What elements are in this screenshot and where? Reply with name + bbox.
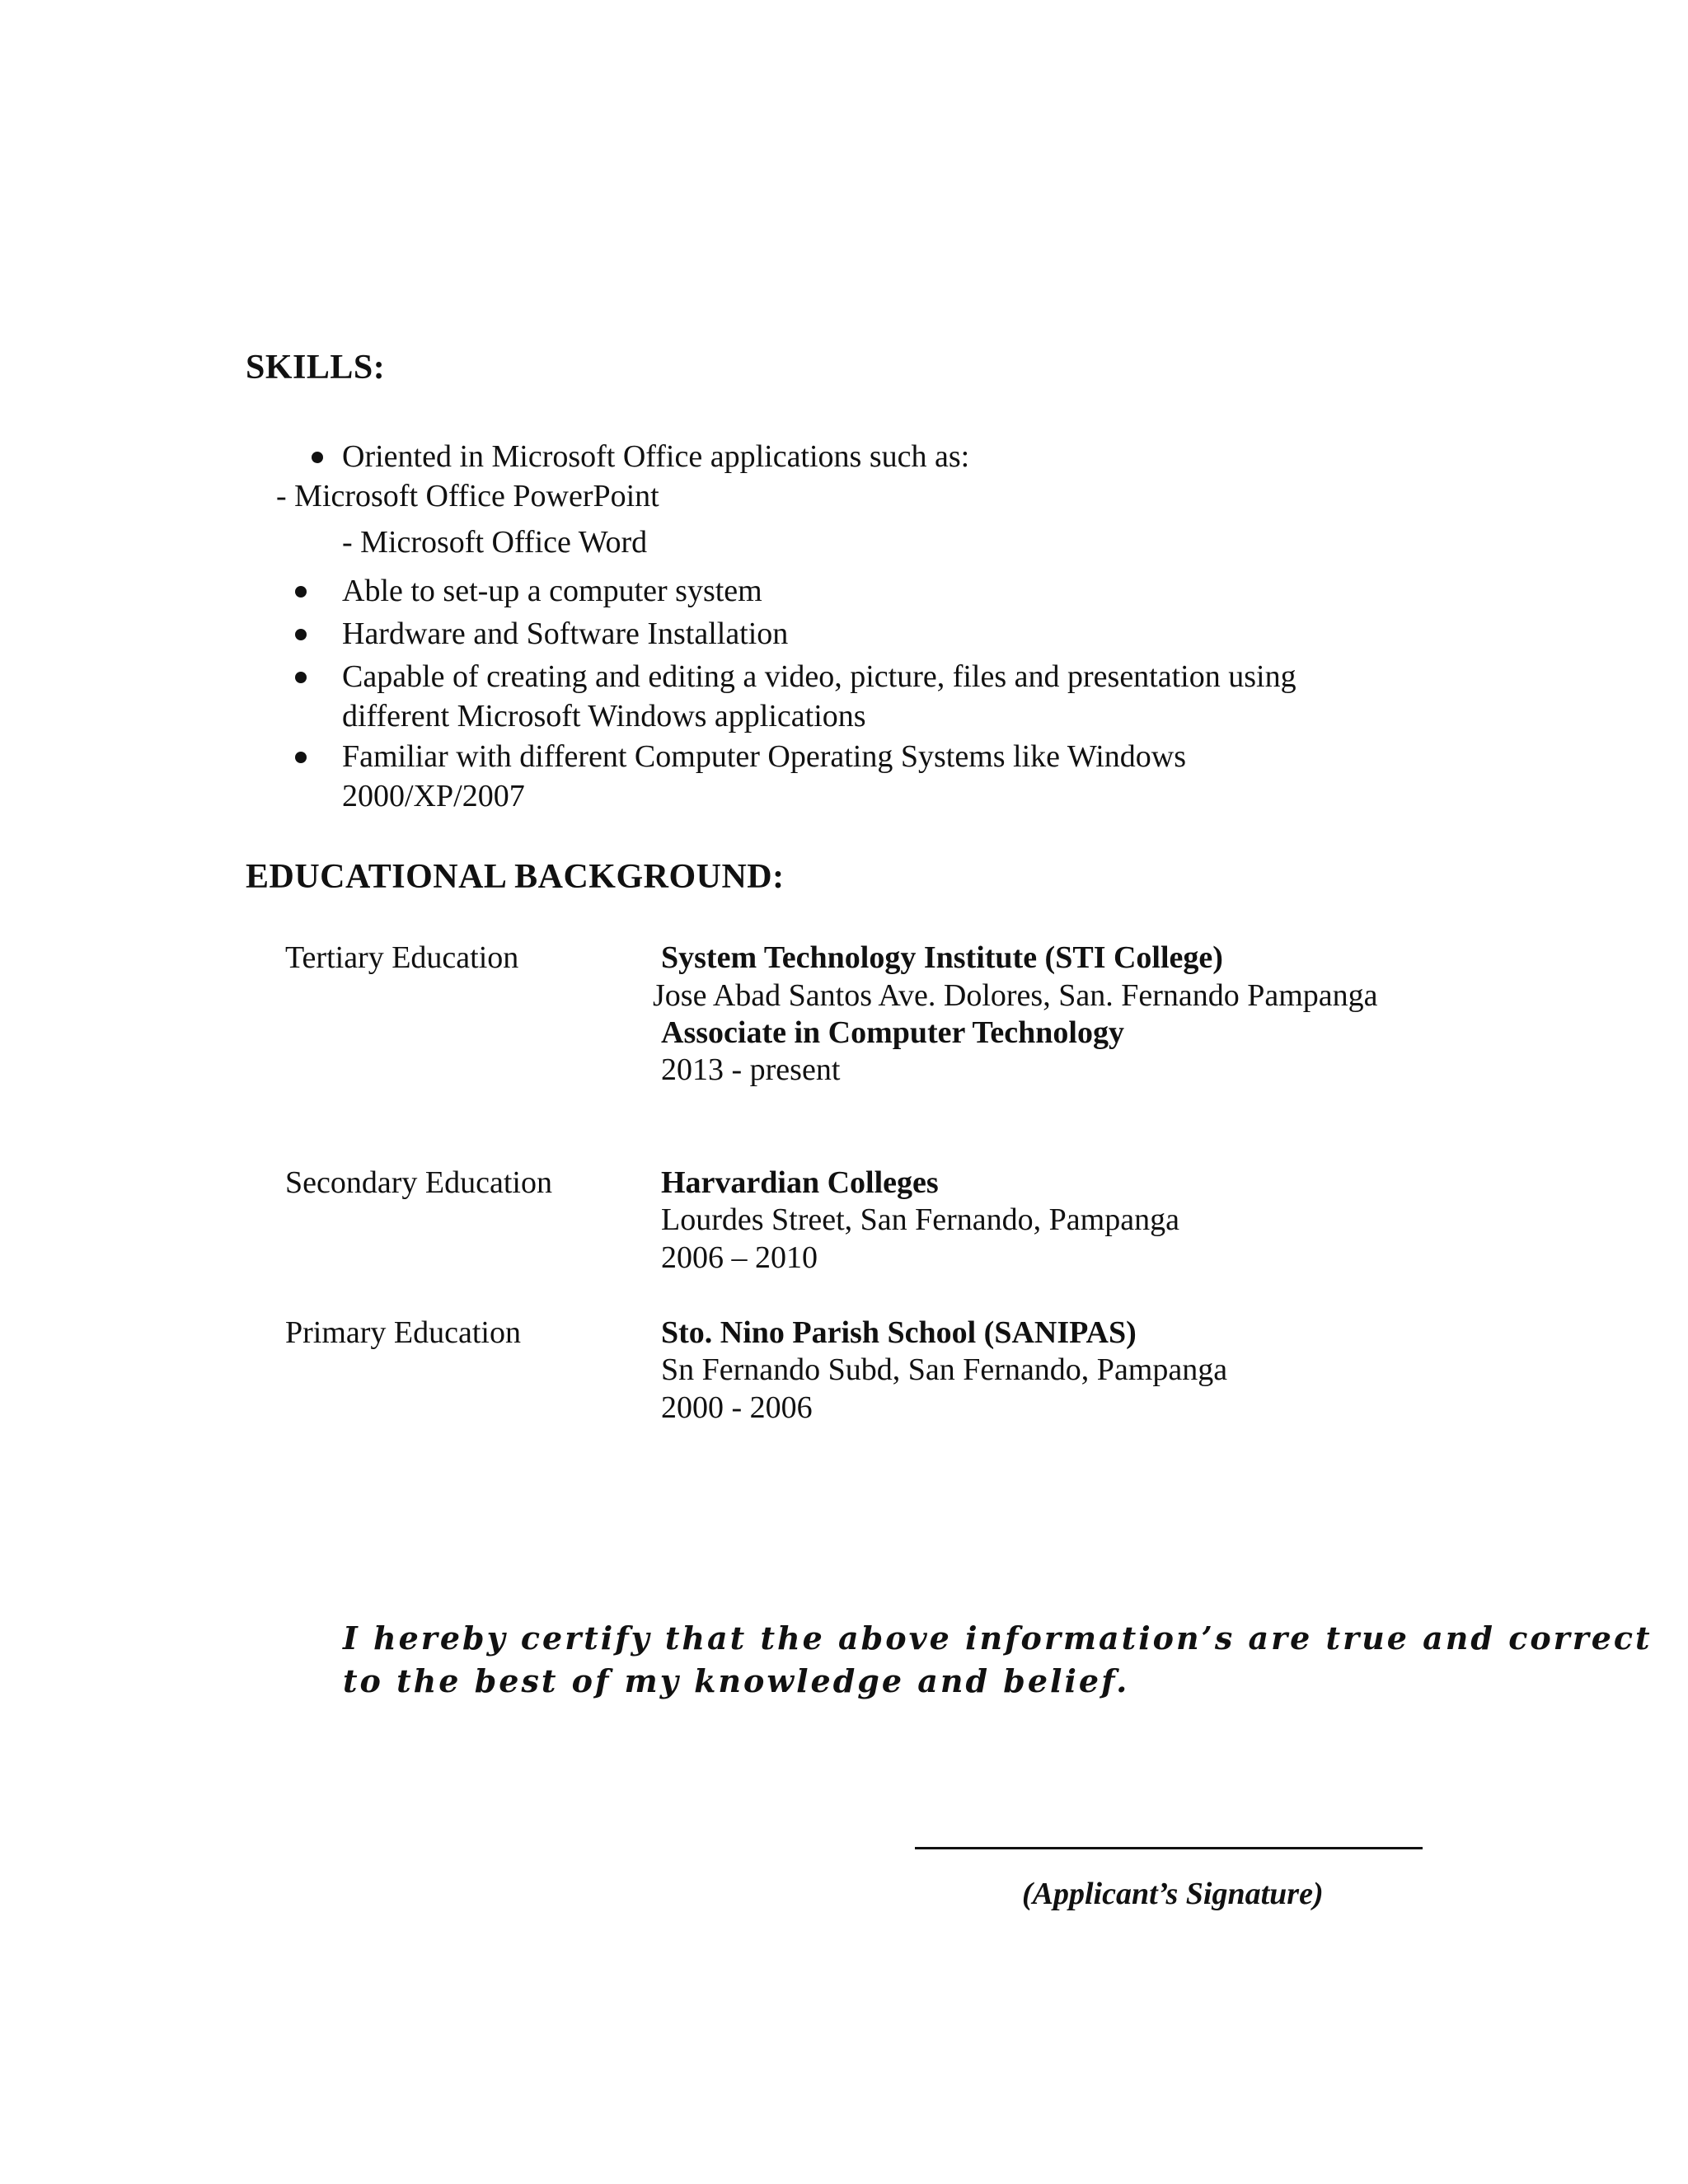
bullet-icon (295, 672, 307, 683)
education-level: Tertiary Education (285, 940, 519, 975)
education-level: Primary Education (285, 1315, 521, 1350)
skill-item-continued: different Microsoft Windows applications (342, 699, 866, 733)
certification-line-2: to the best of my knowledge and belief. (343, 1662, 1130, 1699)
skill-item: Oriented in Microsoft Office applications such as: (342, 439, 970, 474)
bullet-icon (295, 752, 307, 763)
bullet-icon (295, 629, 307, 640)
skill-item: Able to set-up a computer system (342, 574, 762, 608)
school-years: 2006 – 2010 (661, 1240, 818, 1275)
school-address: Jose Abad Santos Ave. Dolores, San. Fernando Pampanga (653, 978, 1378, 1013)
school-years: 2013 - present (661, 1052, 841, 1087)
school-address: Lourdes Street, San Fernando, Pampanga (661, 1202, 1179, 1237)
school-address: Sn Fernando Subd, San Fernando, Pampanga (661, 1352, 1228, 1387)
education-level: Secondary Education (285, 1165, 552, 1200)
skill-item: Hardware and Software Installation (342, 616, 789, 651)
bullet-icon (312, 452, 323, 463)
skill-item: Capable of creating and editing a video, picture, files and presentation using (342, 659, 1296, 694)
signature-line (915, 1847, 1423, 1849)
bullet-icon (295, 586, 307, 598)
school-name: System Technology Institute (STI College) (661, 940, 1223, 975)
school-name: Harvardian Colleges (661, 1165, 939, 1200)
signature-label: (Applicant’s Signature) (1022, 1877, 1324, 1911)
skill-subitem: - Microsoft Office Word (342, 525, 648, 560)
course-name: Associate in Computer Technology (661, 1015, 1124, 1050)
skill-item-continued: 2000/XP/2007 (342, 779, 525, 813)
certification-line-1: I hereby certify that the above information’s are true and correct (343, 1619, 1653, 1657)
skill-subitem: - Microsoft Office PowerPoint (276, 479, 659, 513)
school-years: 2000 - 2006 (661, 1390, 813, 1425)
skills-heading: SKILLS: (246, 349, 386, 387)
skill-item: Familiar with different Computer Operating Systems like Windows (342, 739, 1186, 774)
education-heading: EDUCATIONAL BACKGROUND: (246, 858, 785, 896)
school-name: Sto. Nino Parish School (SANIPAS) (661, 1315, 1137, 1350)
